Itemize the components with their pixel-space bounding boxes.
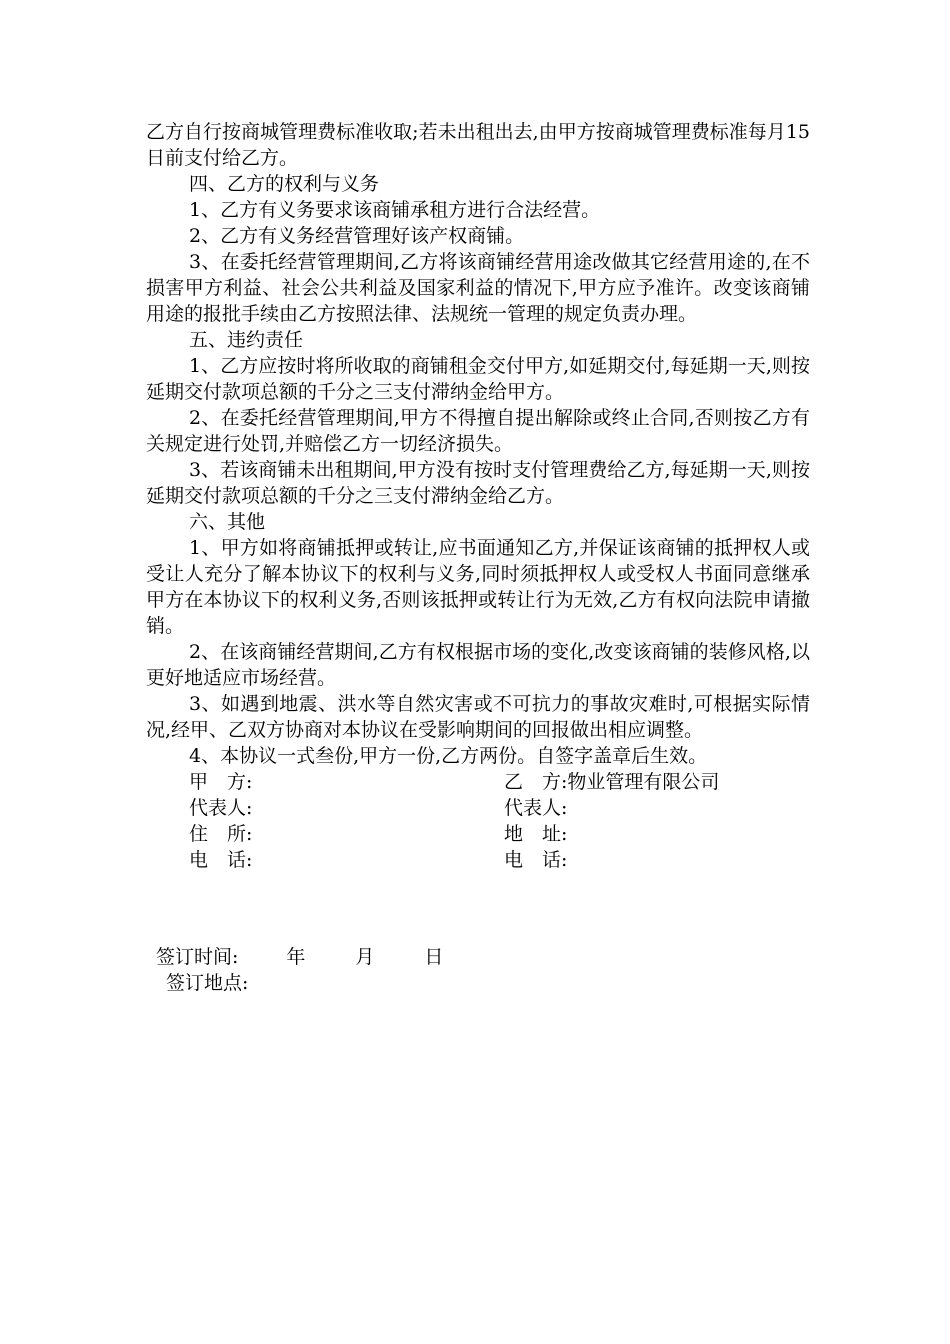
party-a-phone-label: 电 话: <box>189 849 253 871</box>
signature-row-representative <box>146 795 810 821</box>
party-b-phone-label: 电 话: <box>504 849 568 871</box>
signature-row-phone <box>146 847 810 873</box>
clause: 1、乙方应按时将所收取的商铺租金交付甲方,如延期交付,每延期一天,则按延期交付款项总额的千分之三支付滞纳金给甲方。 <box>146 355 810 403</box>
clause: 1、乙方有义务要求该商铺承租方进行合法经营。 <box>189 199 601 221</box>
signing-place-line <box>166 970 248 996</box>
party-a-representative-label: 代表人: <box>189 797 253 819</box>
clause: 4、本协议一式叁份,甲方一份,乙方两份。自签字盖章后生效。 <box>189 745 708 767</box>
clause: 2、乙方有义务经营管理好该产权商铺。 <box>189 225 525 247</box>
day-label: 日 <box>424 946 444 968</box>
signing-place-label: 签订地点: <box>166 972 249 994</box>
clause: 3、在委托经营管理期间,乙方将该商铺经营用途改做其它经营用途的,在不损害甲方利益、社会公共利益及国家利益的情况下,甲方应予准许。改变该商铺用途的报批手续由乙方按照法律、法规统一管理的规定负责办理。 <box>146 251 810 325</box>
party-b-representative-label: 代表人: <box>504 797 568 819</box>
section-heading-rights: 四、乙方的权利与义务 <box>189 173 380 195</box>
section-heading-other: 六、其他 <box>189 511 266 533</box>
signature-row-party <box>146 769 810 795</box>
clause: 3、如遇到地震、洪水等自然灾害或不可抗力的事故灾难时,可根据实际情况,经甲、乙双方协商对本协议在受影响期间的回报做出相应调整。 <box>146 693 810 741</box>
party-b-address-label: 地 址: <box>504 823 568 845</box>
contract-body <box>146 119 810 873</box>
clause: 3、若该商铺未出租期间,甲方没有按时支付管理费给乙方,每延期一天,则按延期交付款项总额的千分之三支付滞纳金给乙方。 <box>146 459 810 507</box>
signature-row-address <box>146 821 810 847</box>
signing-date-line <box>156 944 443 970</box>
clause: 2、在该商铺经营期间,乙方有权根据市场的变化,改变该商铺的装修风格,以更好地适应市场经营。 <box>146 641 810 689</box>
party-a-address-label: 住 所: <box>189 823 253 845</box>
clause: 1、甲方如将商铺抵押或转让,应书面通知乙方,并保证该商铺的抵押权人或受让人充分了解本协议下的权利与义务,同时须抵押权人或受权人书面同意继承甲方在本协议下的权利义务,否则该抵押或转让行为无效,乙方有权向法院申请撤销。 <box>146 537 810 637</box>
party-b-label: 乙 方:物业管理有限公司 <box>504 771 720 793</box>
signing-date-label: 签订时间: <box>156 946 239 968</box>
month-label: 月 <box>355 946 375 968</box>
party-a-label: 甲 方: <box>189 771 253 793</box>
paragraph-continuation: 乙方自行按商城管理费标准收取;若未出租出去,由甲方按商城管理费标准每月15日前支付给乙方。 <box>146 121 810 169</box>
clause: 2、在委托经营管理期间,甲方不得擅自提出解除或终止合同,否则按乙方有关规定进行处罚,并赔偿乙方一切经济损失。 <box>146 407 810 455</box>
section-heading-breach: 五、违约责任 <box>189 329 304 351</box>
year-label: 年 <box>286 946 306 968</box>
